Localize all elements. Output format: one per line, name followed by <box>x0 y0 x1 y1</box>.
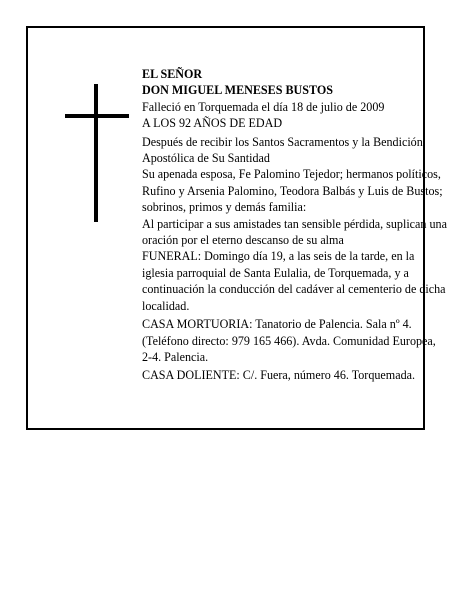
prayer-request: Al participar a sus amistades tan sensible pérdida, suplican una oración por el eterno descanso de su alma <box>142 216 447 248</box>
obituary-notice <box>26 26 447 430</box>
notice-text <box>142 66 448 384</box>
sacraments-info: Después de recibir los Santos Sacramentos y la Bendición Apostólica de Su Santidad <box>142 134 423 166</box>
funeral-info: FUNERAL: Domingo día 19, a las seis de la tarde, en la iglesia parroquial de Santa Eulalia, de Torquemada, y a continuación la conducción del cadáver al cementerio de dicha localidad. <box>142 249 446 313</box>
cross-horizontal-bar <box>65 114 129 118</box>
age-info: A LOS 92 AÑOS DE EDAD <box>142 116 283 131</box>
cross-vertical-bar <box>94 84 98 222</box>
family-info: Su apenada esposa, Fe Palomino Tejedor; hermanos políticos, Rufino y Arsenia Palomino, Teodora Balbás y Luis de Bustos; sobrinos, primos y demás familia: <box>142 167 443 215</box>
death-info: Falleció en Torquemada el día 18 de julio de 2009 <box>142 99 385 114</box>
notice-title: EL SEÑOR <box>142 67 203 81</box>
deceased-name: DON MIGUEL MENESES BUSTOS <box>142 83 333 98</box>
casa-doliente-info: CASA DOLIENTE: C/. Fuera, número 46. Torquemada. <box>142 368 416 383</box>
casa-mortuoria-info: CASA MORTUORIA: Tanatorio de Palencia. Sala nº 4. (Teléfono directo: 979 165 466). Avda. Comunidad Europea, 2-4. Palencia. <box>142 317 436 364</box>
